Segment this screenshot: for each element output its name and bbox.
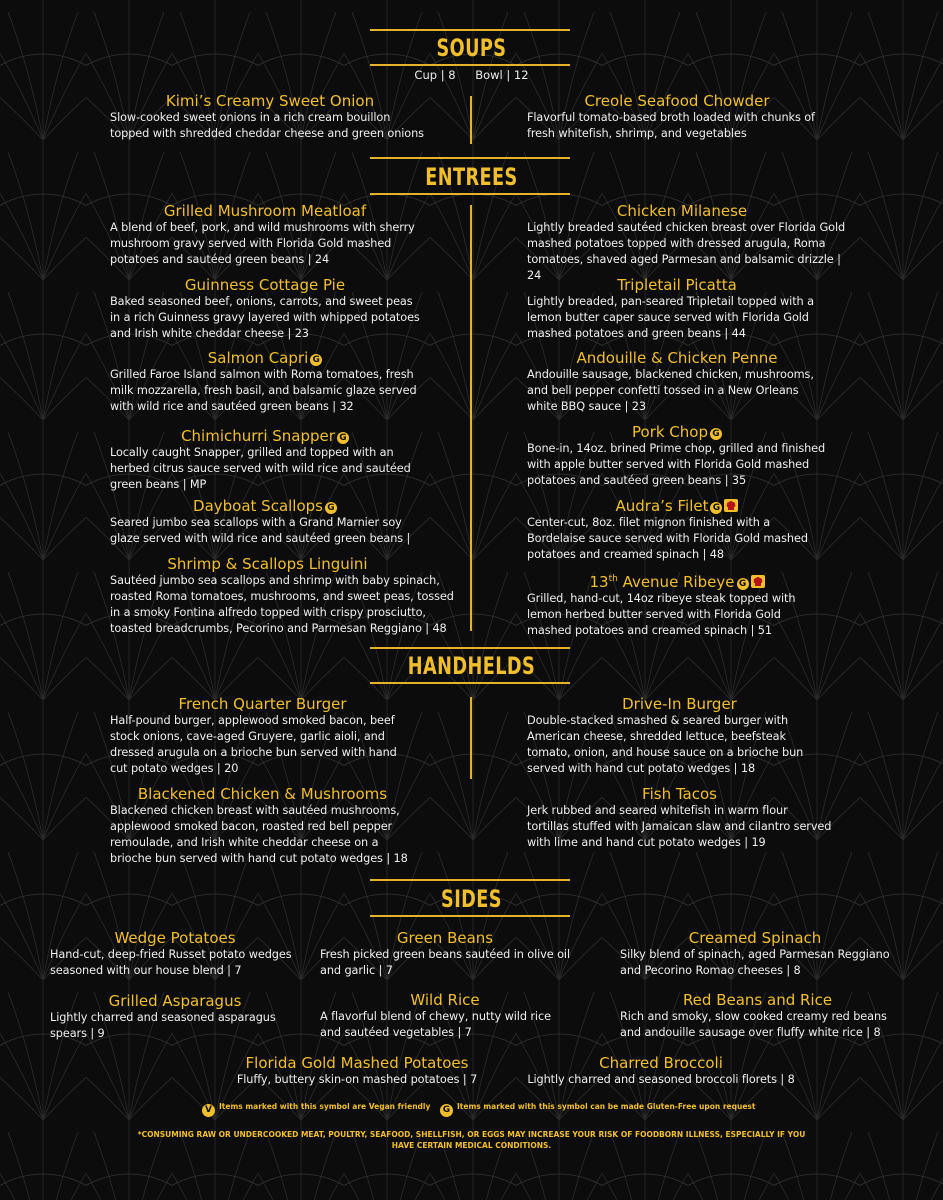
sides-heading: SIDES — [441, 885, 502, 913]
item-name: Drive-In Burger — [622, 695, 737, 713]
column-divider — [470, 96, 472, 144]
item-name-row — [527, 570, 827, 591]
bowl-price: Bowl | 12 — [475, 68, 529, 82]
soups-heading: SOUPS — [436, 34, 507, 62]
item-name-row — [110, 349, 420, 367]
entrees-top-rule — [370, 157, 570, 159]
item-name-superscript: th — [608, 574, 618, 584]
side-item — [320, 929, 570, 979]
item-name-row — [110, 427, 420, 445]
menu-item — [527, 423, 827, 489]
menu-item — [110, 695, 415, 777]
side-item — [620, 991, 895, 1041]
menu-item — [527, 202, 857, 284]
soup-prices — [0, 68, 943, 82]
item-name: Charred Broccoli — [599, 1054, 723, 1072]
menu-item — [527, 570, 827, 639]
consumption-warning — [0, 1129, 943, 1151]
item-name: Chimichurri Snapper — [181, 427, 335, 445]
menu-item — [110, 497, 420, 547]
entrees-heading: ENTREES — [425, 163, 518, 191]
item-name: Audra’s Filet — [615, 497, 709, 515]
item-name: Creole Seafood Chowder — [584, 92, 770, 110]
item-name: Andouille & Chicken Penne — [576, 349, 778, 367]
item-name-row — [527, 497, 827, 515]
item-description: Locally caught Snapper, grilled and topped with an herbed citrus sauce served with wild rice and sautéed green beans | MP — [110, 446, 411, 491]
side-item — [526, 1054, 796, 1088]
item-description: Flavorful tomato-based broth loaded with chunks of fresh whitefish, shrimp, and vegetables — [527, 111, 815, 140]
item-name: Dayboat Scallops — [193, 497, 323, 515]
item-name: Red Beans and Rice — [682, 991, 833, 1009]
vegan-legend — [202, 1102, 430, 1117]
item-name-prefix: 13 — [589, 573, 609, 591]
item-description: Double-stacked smashed & seared burger with American cheese, shredded lettuce, beefsteak tomato, onion, and house sauce on a brioche bun served with hand cut potato wedges | 18 — [527, 714, 804, 775]
item-description: Lightly charred and seasoned asparagus spears | 9 — [50, 1011, 276, 1040]
item-description: A blend of beef, pork, and wild mushrooms with sherry mushroom gravy served with Florida Gold mashed potatoes and sautéed green beans | 24 — [110, 221, 415, 266]
gluten-free-icon: G — [710, 428, 722, 440]
item-name: Fish Tacos — [642, 785, 717, 803]
item-description: Fluffy, buttery skin-on mashed potatoes | 7 — [236, 1073, 478, 1086]
item-name: Tripletail Picatta — [617, 276, 737, 294]
item-name: Blackened Chicken & Mushrooms — [137, 785, 388, 803]
warning-line-2: HAVE CERTAIN MEDICAL CONDITIONS. — [391, 1141, 552, 1150]
menu-item — [110, 785, 415, 867]
item-description: Fresh picked green beans sautéed in olive oil and garlic | 7 — [320, 948, 570, 977]
item-name: Florida Gold Mashed Potatoes — [245, 1054, 469, 1072]
side-item — [50, 992, 300, 1042]
item-description: Center-cut, 8oz. filet mignon finished with a Bordelaise sauce served with Florida Gold mashed potatoes and creamed spinach | 48 — [527, 516, 808, 561]
column-divider — [470, 205, 472, 631]
handhelds-heading: HANDHELDS — [407, 652, 536, 680]
gluten-free-icon: G — [325, 502, 337, 514]
item-description: Hand-cut, deep-fried Russet potato wedges seasoned with our house blend | 7 — [50, 948, 292, 977]
menu-item — [110, 555, 455, 637]
sides-bottom-rule — [370, 915, 570, 917]
item-description: Lightly charred and seasoned broccoli florets | 8 — [527, 1073, 795, 1086]
soups-bottom-rule — [370, 64, 570, 66]
menu-item — [527, 695, 832, 777]
entrees-bottom-rule — [370, 193, 570, 195]
item-description: Andouille sausage, blackened chicken, mushrooms, and bell pepper confetti tossed in a New Orleans white BBQ sauce | 23 — [527, 368, 814, 413]
handhelds-bottom-rule — [370, 682, 570, 684]
item-name: Grilled Asparagus — [108, 992, 242, 1010]
item-name: Green Beans — [396, 929, 494, 947]
vegan-icon: V — [202, 1104, 215, 1117]
chef-hat-icon — [751, 575, 765, 588]
menu-item — [527, 92, 827, 142]
menu-item — [527, 497, 827, 563]
menu-item — [110, 427, 420, 493]
item-name: Shrimp & Scallops Linguini — [167, 555, 368, 573]
chef-hat-icon — [724, 499, 738, 512]
item-name: Salmon Capri — [207, 349, 309, 367]
gluten-free-icon: G — [337, 432, 349, 444]
menu-item — [527, 785, 832, 851]
item-name: Pork Chop — [632, 423, 708, 441]
item-description: Lightly breaded sautéed chicken breast over Florida Gold mashed potatoes topped with dressed arugula, Roma tomatoes, shaved aged Parmesan and balsamic drizzle | 24 — [527, 221, 846, 282]
side-item — [620, 929, 890, 979]
item-description: Slow-cooked sweet onions in a rich cream bouillon topped with shredded cheddar cheese and green onions — [110, 111, 424, 140]
menu-item — [110, 276, 420, 342]
gluten-free-icon: G — [440, 1104, 453, 1117]
menu-item — [527, 349, 827, 415]
item-description: Sautéed jumbo sea scallops and shrimp with baby spinach, roasted Roma tomatoes, mushrooms, and sweet peas, tossed in a smoky Fontina alfredo topped with crispy prosciutto, toasted breadcrumbs, Pecorino and Parmesan Reggiano | 48 — [110, 574, 454, 635]
item-name: Chicken Milanese — [616, 202, 748, 220]
item-description: Grilled, hand-cut, 14oz ribeye steak topped with lemon herbed butter served with Florida Gold mashed potatoes and creamed spinach | 51 — [527, 592, 796, 637]
item-name-row — [110, 497, 420, 515]
item-description: Bone-in, 14oz. brined Prime chop, grilled and finished with apple butter served with Florida Gold mashed potatoes and sautéed green beans | 35 — [527, 442, 826, 487]
menu-item — [110, 349, 420, 415]
item-name: Kimi’s Creamy Sweet Onion — [165, 92, 375, 110]
gluten-free-legend-text: Items marked with this symbol can be made Gluten-Free upon request — [457, 1102, 756, 1111]
side-item — [50, 929, 300, 979]
item-description: Seared jumbo sea scallops with a Grand Marnier soy glaze served with wild rice and sautéed green beans | — [110, 516, 411, 545]
cup-price: Cup | 8 — [414, 68, 456, 82]
gluten-free-icon: G — [737, 578, 749, 590]
item-description: A flavorful blend of chewy, nutty wild rice and sautéed vegetables | 7 — [320, 1010, 551, 1039]
item-description: Lightly breaded, pan-seared Tripletail topped with a lemon butter caper sauce served with Florida Gold mashed potatoes and green beans | 44 — [527, 295, 814, 340]
menu-item — [110, 202, 420, 268]
item-description: Jerk rubbed and seared whitefish in warm flour tortillas stuffed with Jamaican slaw and cilantro served with lime and hand cut potato wedges | 19 — [527, 804, 832, 849]
item-name: Creamed Spinach — [688, 929, 822, 947]
vegan-legend-text: Items marked with this symbol are Vegan friendly — [219, 1102, 431, 1111]
item-description: Half-pound burger, applewood smoked bacon, beef stock onions, cave-aged Gruyere, garlic aioli, and dressed arugula on a brioche bun served with hand cut potato wedges | 20 — [110, 714, 397, 775]
item-name-row — [527, 423, 827, 441]
item-description: Baked seasoned beef, onions, carrots, and sweet peas in a rich Guinness gravy layered with whipped potatoes and Irish white cheddar cheese | 23 — [110, 295, 420, 340]
side-item — [232, 1054, 482, 1088]
item-name: Wedge Potatoes — [114, 929, 236, 947]
side-item — [320, 991, 570, 1041]
item-description: Grilled Faroe Island salmon with Roma tomatoes, fresh milk mozzarella, fresh basil, and balsamic glaze served with wild rice and sautéed green beans | 32 — [110, 368, 417, 413]
handhelds-top-rule — [370, 647, 570, 649]
item-description: Blackened chicken breast with sautéed mushrooms, applewood smoked bacon, roasted red bell pepper remoulade, and Irish white cheddar cheese on a brioche bun served with hand cut potato wedges | 18 — [110, 804, 408, 865]
gluten-free-icon: G — [710, 502, 722, 514]
menu-item — [110, 92, 430, 142]
item-name: Wild Rice — [410, 991, 480, 1009]
item-name-suffix: Avenue Ribeye — [617, 573, 735, 591]
column-divider — [470, 697, 472, 779]
item-name: Guinness Cottage Pie — [184, 276, 346, 294]
warning-line-1: *CONSUMING RAW OR UNDERCOOKED MEAT, POULTRY, SEAFOOD, SHELLFISH, OR EGGS MAY INCREASE YOUR RISK OF FOODBORN ILLNESS, ESPECIALLY IF YOU — [137, 1130, 806, 1139]
item-description: Silky blend of spinach, aged Parmesan Reggiano and Pecorino Romao cheeses | 8 — [620, 948, 890, 977]
gluten-free-legend — [440, 1102, 755, 1117]
item-name: Grilled Mushroom Meatloaf — [163, 202, 367, 220]
sides-top-rule — [370, 879, 570, 881]
soups-top-rule — [370, 29, 570, 31]
menu-item — [527, 276, 827, 342]
gluten-free-icon: G — [310, 354, 322, 366]
item-description: Rich and smoky, slow cooked creamy red beans and andouille sausage over fluffy white rice | 8 — [620, 1010, 887, 1039]
item-name: French Quarter Burger — [178, 695, 347, 713]
